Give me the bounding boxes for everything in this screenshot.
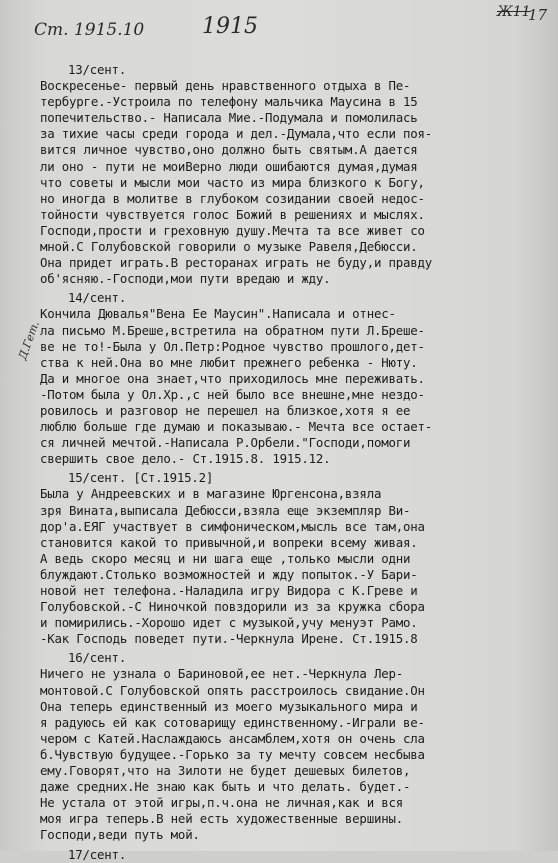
text-line: б.Чувствую будущее.-Горько за ту мечту совсем несбыва bbox=[40, 746, 425, 762]
text-line: за тихие часы среди города и дел.-Думала,что если поя- bbox=[40, 126, 433, 142]
margin-note: Д.Гет. bbox=[16, 319, 42, 362]
archive-reference: Ст. 1915.10 bbox=[34, 20, 145, 40]
text-line: монтовой.С Голубовской опять расстроилось свидание.Он bbox=[40, 682, 425, 698]
text-line: -Как Господь поведет пути.-Черкнула Ирене. Ст.1915.8 bbox=[40, 631, 418, 647]
entry-date: 16/сент. bbox=[68, 650, 127, 666]
text-line: ему.Говорят,что на Зилоти не будет дешевых билетов, bbox=[40, 763, 411, 779]
text-line: А ведь скоро месяц и ни шага еще ,только мысли одни bbox=[40, 550, 411, 566]
text-line: попечительство.- Написала Мие.-Подумала и помолилась bbox=[40, 110, 418, 126]
text-line: мной.С Голубовской говорили о музыке Равеля,Дебюсси. bbox=[40, 239, 418, 255]
text-line: тербурге.-Устроила по телефону мальчика Маусина в 15 bbox=[40, 94, 418, 110]
text-line: Господи,прости и греховную душу.Мечта та все живет со bbox=[40, 222, 425, 238]
text-line: блуждают.Столько возможностей и жду попыток.-У Бари- bbox=[40, 566, 418, 582]
entry-date: 15/сент. [Ст.1915.2] bbox=[68, 470, 214, 486]
entry-date: 14/сент. bbox=[68, 290, 127, 306]
text-line: моя игра теперь.В ней есть художественные вершины. bbox=[40, 811, 403, 827]
entry-date: 13/сент. bbox=[68, 62, 127, 77]
text-line: ве не то!-Была у Ол.Петр:Родное чувство прошлого,дет- bbox=[40, 338, 425, 354]
text-line: Да и многое она знает,что приходилось мне переживать. bbox=[40, 370, 425, 386]
entry-date: 17/сент. bbox=[68, 846, 127, 862]
text-line: тойности чувствуется голос Божий в решениях и мыслях. bbox=[40, 206, 425, 222]
text-line: вится личное чувство,оно должно быть святым.А дается bbox=[40, 142, 418, 158]
text-line: Кончила Дювалья"Вена Ее Маусин".Написала и отнес- bbox=[40, 306, 396, 322]
diary-text bbox=[40, 62, 552, 863]
text-line: Голубовской.-С Ниночкой повздорили из за кружка сбора bbox=[40, 599, 425, 615]
text-line: становится какой то привычной,и вопреки всему живая. bbox=[40, 534, 418, 550]
page-number: 17 bbox=[528, 6, 548, 24]
text-line: но иногда в молитве в глубоком созидании своей недос- bbox=[40, 190, 425, 206]
text-line: свершить свое дело.- Ст.1915.8. 1915.12. bbox=[40, 451, 331, 467]
text-line: ровилось и разговор не перешел на близкое,хотя я ее bbox=[40, 402, 411, 418]
text-line: Ничего не узнала о Бариновой,ее нет.-Черкнула Лер- bbox=[40, 666, 403, 682]
text-line: даже средних.Не знаю как быть и что делать. будет.- bbox=[40, 779, 411, 795]
text-line: ся личней мечтой.-Написала Р.Орбели."Господи,помоги bbox=[40, 435, 411, 451]
text-line: Она придет играть.В ресторанах играть не буду,и правду bbox=[40, 255, 433, 271]
text-line: Воскресенье- первый день нравственного отдыха в Пе- bbox=[40, 78, 411, 94]
text-line: ства к ней.Она во мне любит прежнего ребенка - Нюту. bbox=[40, 354, 418, 370]
text-line: об'ясняю.-Господи,мои пути вредаю и жду. bbox=[40, 271, 331, 287]
text-line: и помирились.-Хорошо идет с музыкой,учу менуэт Рамо. bbox=[40, 615, 418, 631]
text-line: зря Вината,выписала Дебюсси,взяла еще экземпляр Ви- bbox=[40, 502, 411, 518]
text-line: ла письмо М.Бреше,встретила на обратном пути Л.Бреше- bbox=[40, 322, 425, 338]
text-line: чером с Катей.Наслаждаюсь ансамблем,хотя он очень сла bbox=[40, 730, 425, 746]
text-line: ли оно - пути не моиВерно люди ошибаются думая,думая bbox=[40, 158, 418, 174]
year-heading: 1915 bbox=[202, 14, 258, 39]
text-line: люблю больше где думаю и показываю.- Мечта все остает- bbox=[40, 419, 433, 435]
text-line: что советы и мысли мои часто из мира близкого к Богу, bbox=[40, 174, 425, 190]
text-line: Господи,веди путь мой. bbox=[40, 827, 200, 843]
text-line: -Потом была у Ол.Хр.,с ней было все внешне,мне нездо- bbox=[40, 386, 425, 402]
corner-mark: Ж11 bbox=[497, 4, 531, 20]
text-line: Не устала от этой игры,п.ч.она не личная,как и вся bbox=[40, 795, 403, 811]
text-line: новой нет телефона.-Наладила игру Видора с К.Греве и bbox=[40, 583, 418, 598]
text-line: я радуюсь ей как сотоварищу единственному.-Играли ве- bbox=[40, 714, 425, 730]
text-line: дор'а.ЕЯГ участвует в симфоническом,мысль все там,она bbox=[40, 518, 425, 534]
text-line: Она теперь единственный из моего музыкального мира и bbox=[40, 698, 418, 714]
text-line: Была у Андреевских и в магазине Юргенсона,взяла bbox=[40, 486, 382, 502]
